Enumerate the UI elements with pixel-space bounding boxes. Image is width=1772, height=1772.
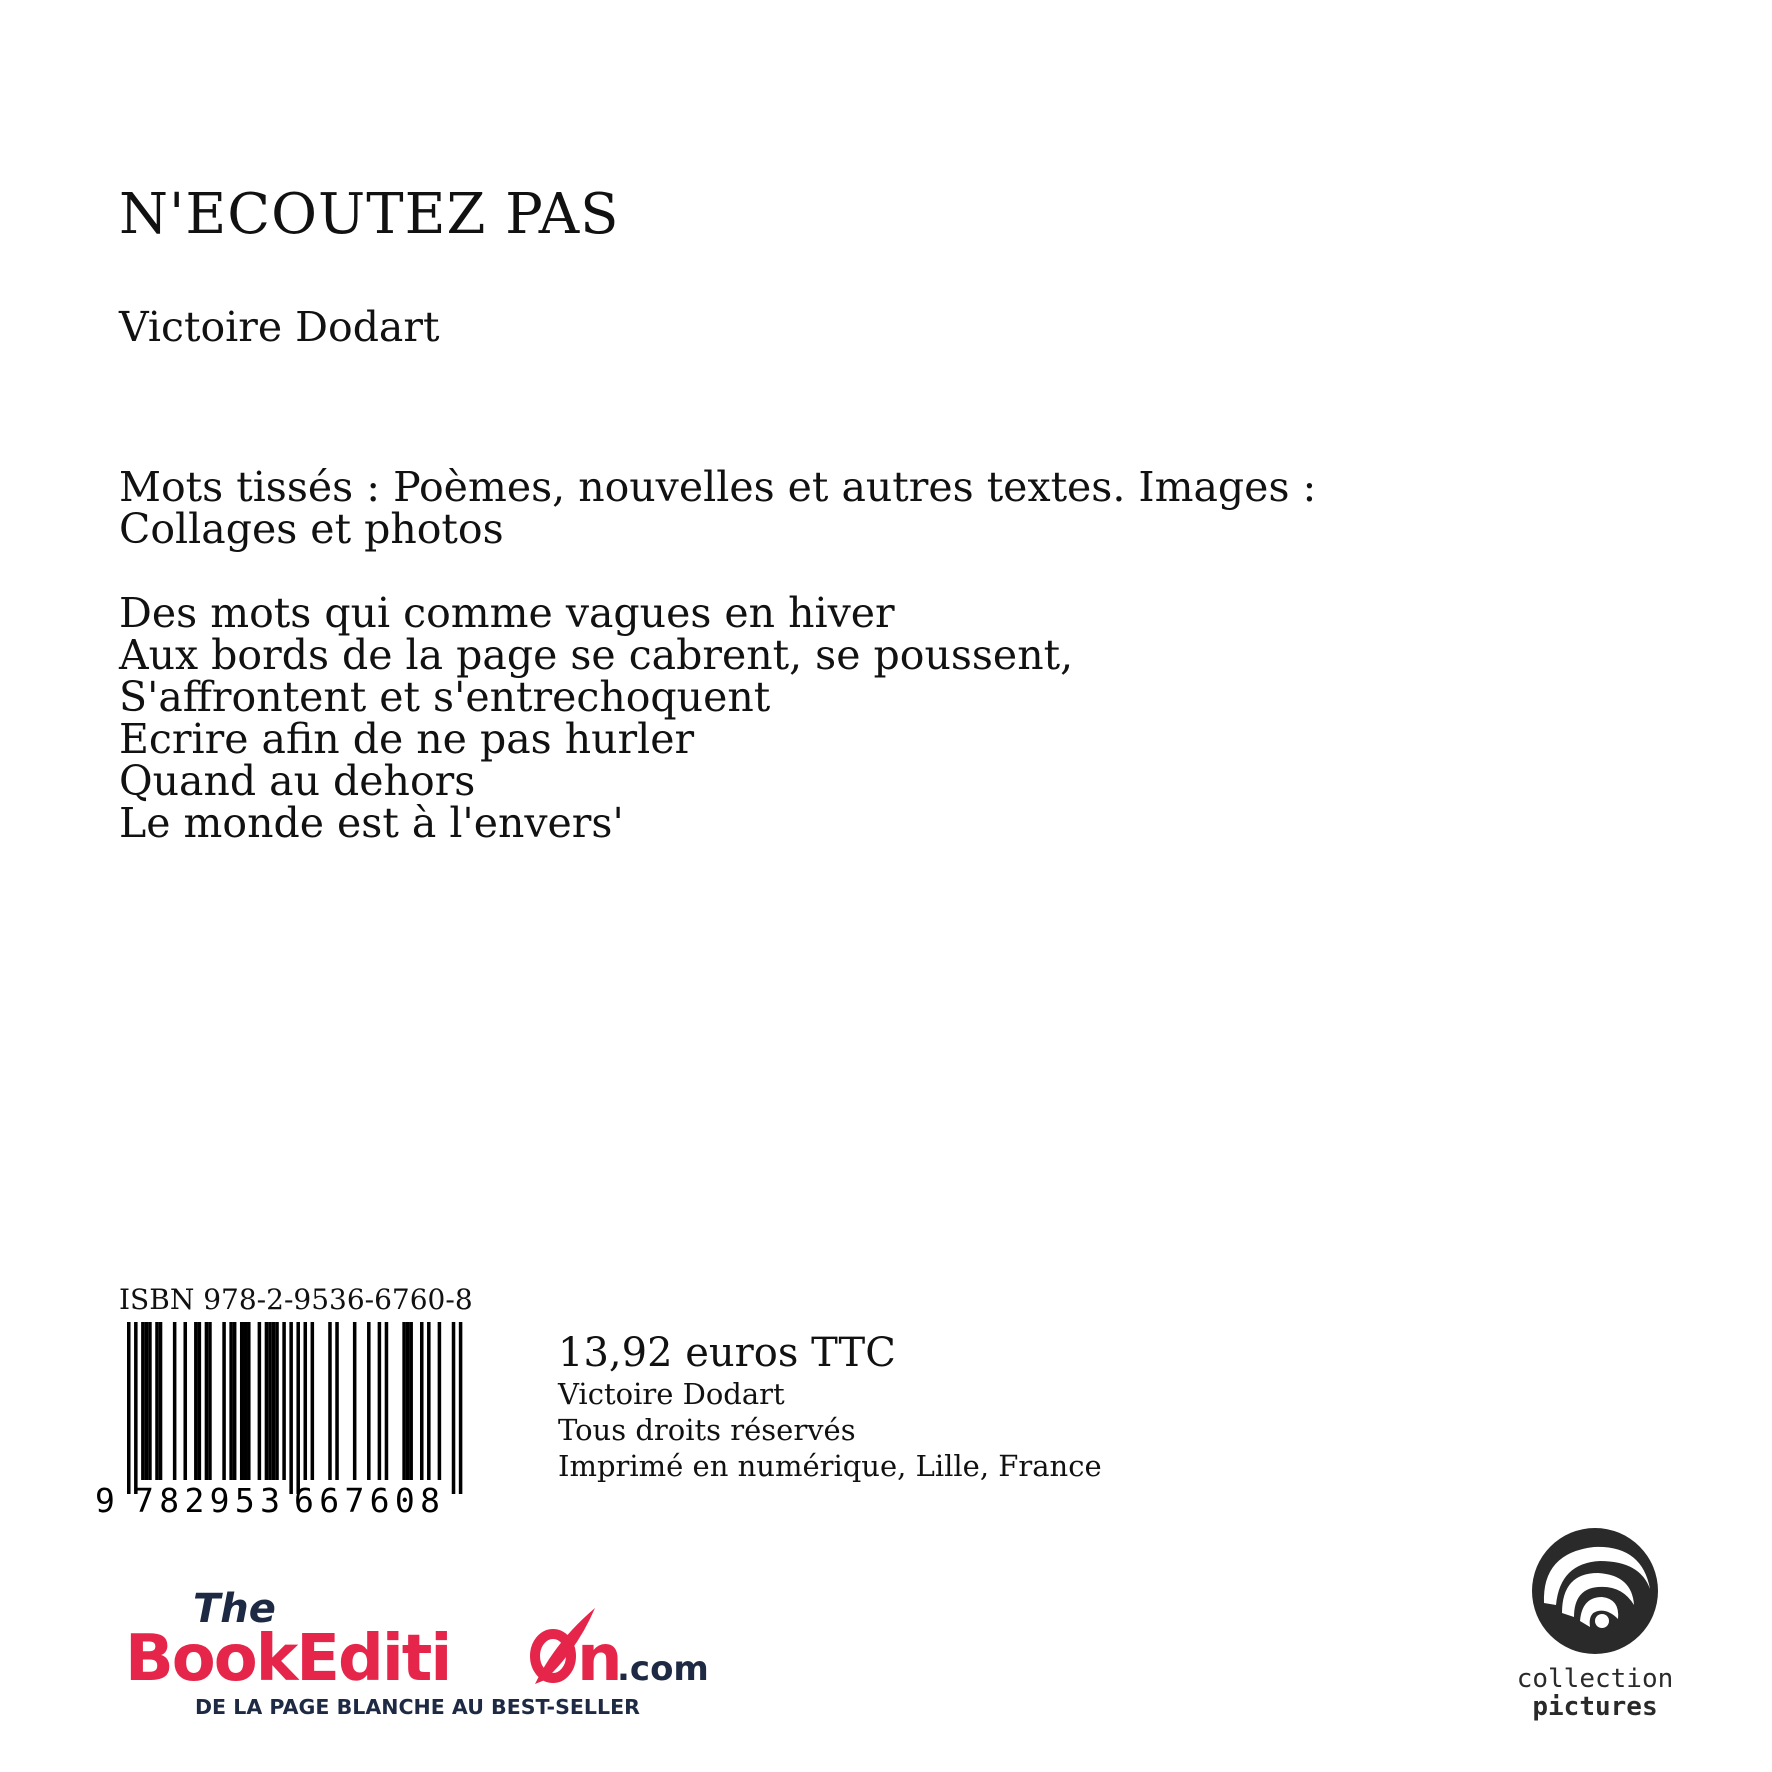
barcode-bar — [275, 1322, 279, 1480]
barcode-bar — [328, 1322, 332, 1480]
barcode-guard-bar — [127, 1322, 131, 1494]
barcode-bar — [258, 1322, 262, 1480]
book-title: N'ECOUTEZ PAS — [119, 182, 620, 247]
barcode-bar — [378, 1322, 382, 1480]
barcode-bar — [420, 1322, 424, 1480]
barcode-bar — [173, 1322, 177, 1480]
barcode-bar — [229, 1322, 233, 1480]
barcode-bar — [247, 1322, 251, 1480]
barcode-bar — [268, 1322, 272, 1480]
barcode-guard-bar — [459, 1322, 463, 1494]
poem-line: Aux bords de la page se cabrent, se poussent, — [119, 631, 1074, 679]
isbn-label: ISBN 978-2-9536-6760-8 — [119, 1283, 473, 1316]
printing-info: Imprimé en numérique, Lille, France — [558, 1449, 1102, 1483]
barcode-bar — [194, 1322, 198, 1480]
barcode-bar — [155, 1322, 159, 1480]
barcode-bar — [208, 1322, 212, 1480]
barcode-bar — [198, 1322, 202, 1480]
barcode-bar — [385, 1322, 389, 1480]
isbn-barcode — [80, 1322, 500, 1522]
barcode-bar — [240, 1322, 244, 1480]
barcode-bar — [406, 1322, 410, 1480]
logo-book-text: BookEditi — [125, 1622, 451, 1696]
logo-tagline: DE LA PAGE BLANCHE AU BEST-SELLER — [195, 1695, 640, 1719]
collection-pictures-logo — [1490, 1525, 1700, 1725]
barcode-first-digit: 9 — [95, 1481, 115, 1520]
barcode-bar — [145, 1322, 149, 1480]
book-author: Victoire Dodart — [119, 303, 440, 351]
barcode-guard-bar — [134, 1322, 138, 1494]
logo-com-text: .com — [617, 1649, 709, 1689]
book-subtitle — [119, 463, 1419, 553]
barcode-bar — [367, 1322, 371, 1480]
barcode-bar — [222, 1322, 226, 1480]
barcode-bar — [233, 1322, 237, 1480]
barcode-bar — [427, 1322, 431, 1480]
barcode-guard-bar — [296, 1322, 300, 1494]
logo-the-text: The — [193, 1586, 276, 1632]
barcode-bar — [304, 1322, 308, 1480]
barcode-bar — [205, 1322, 209, 1480]
barcode-bar — [353, 1322, 357, 1480]
logo-n-text: n — [577, 1622, 623, 1696]
poem-line: Quand au dehors — [119, 757, 476, 805]
barcode-bar — [159, 1322, 163, 1480]
barcode-bar — [141, 1322, 145, 1480]
barcode-bar — [282, 1322, 286, 1480]
logo-collection-text: collection — [1516, 1664, 1674, 1694]
barcode-guard-bar — [289, 1322, 293, 1494]
poem-line: S'affrontent et s'entrechoquent — [119, 673, 771, 721]
barcode-bar — [402, 1322, 406, 1480]
barcode-bar — [438, 1322, 442, 1480]
barcode-left-digits: 782953 — [134, 1481, 280, 1520]
poem-line: Ecrire afin de ne pas hurler — [119, 715, 695, 763]
barcode-bar — [243, 1322, 247, 1480]
barcode-guard-bar — [452, 1322, 456, 1494]
poem-line: Le monde est à l'envers' — [119, 799, 624, 847]
poem — [119, 589, 1074, 847]
barcode-bar — [311, 1322, 315, 1480]
rights-notice: Tous droits réservés — [558, 1413, 856, 1447]
logo-pictures-text: pictures — [1532, 1692, 1658, 1722]
spiral-shell-icon — [1532, 1528, 1658, 1654]
copyright-author: Victoire Dodart — [558, 1377, 785, 1411]
barcode-bar — [148, 1322, 152, 1480]
bookedition-logo — [125, 1572, 725, 1722]
barcode-bar — [183, 1322, 187, 1480]
barcode-bar — [409, 1322, 413, 1480]
barcode-right-digits: 667608 — [294, 1481, 440, 1520]
subtitle-line: Collages et photos — [119, 505, 504, 553]
barcode-bar — [265, 1322, 269, 1480]
poem-line: Des mots qui comme vagues en hiver — [119, 589, 895, 637]
barcode-bar — [272, 1322, 276, 1480]
price: 13,92 euros TTC — [558, 1330, 896, 1376]
subtitle-line: Mots tissés : Poèmes, nouvelles et autres textes. Images : — [119, 463, 1317, 511]
barcode-bar — [335, 1322, 339, 1480]
